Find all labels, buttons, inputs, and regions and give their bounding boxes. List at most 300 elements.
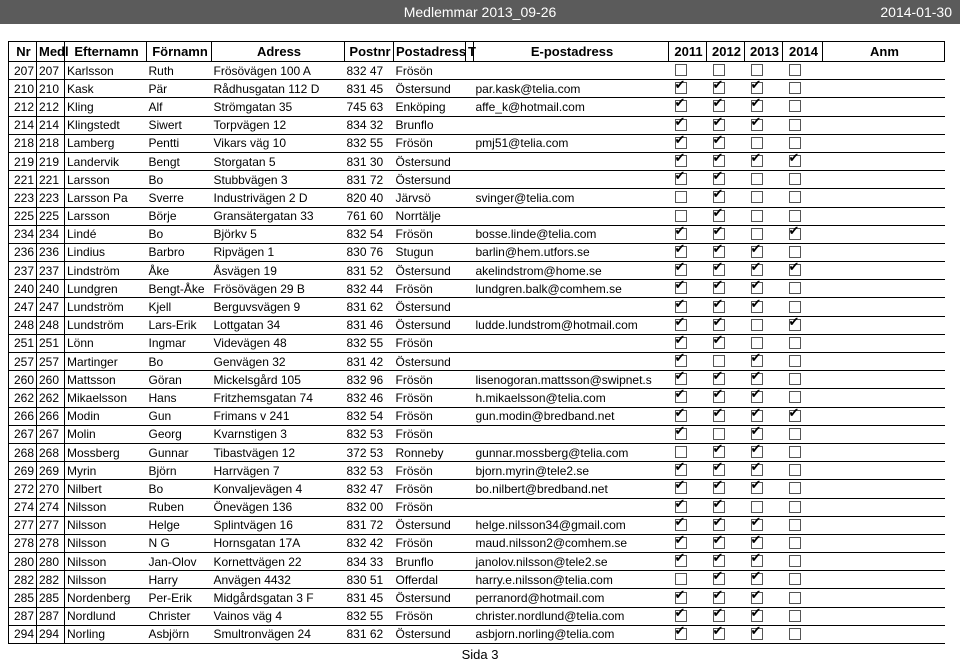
unchecked-box-icon [751,319,763,331]
unchecked-box-icon [751,191,763,203]
table-row [9,225,945,243]
cell-efternamn: Modin [65,407,147,425]
cell-year [783,625,823,643]
cell-epost: par.kask@telia.com [474,80,669,98]
cell-adress: Fritzhemsgatan 74 [212,389,345,407]
cell-t [466,462,474,480]
cell-year [745,316,783,334]
cell-fornamn: Gun [147,407,212,425]
checked-box-icon [675,301,687,313]
cell-t [466,189,474,207]
table-row [9,625,945,643]
col-header: Förnamn [147,42,212,62]
cell-anm [823,407,945,425]
unchecked-box-icon [789,628,801,640]
unchecked-box-icon [789,337,801,349]
cell-efternamn: Nilsson [65,516,147,534]
cell-medl: 294 [37,625,65,643]
cell-year [783,571,823,589]
unchecked-box-icon [789,173,801,185]
table-row [9,152,945,170]
cell-ort: Frösön [394,389,466,407]
cell-nr: 210 [9,80,37,98]
checked-box-icon [751,282,763,294]
table-row [9,534,945,552]
cell-efternamn: Nordenberg [65,589,147,607]
cell-anm [823,207,945,225]
cell-fornamn: Lars-Erik [147,316,212,334]
cell-postnr: 832 47 [345,62,394,80]
cell-postnr: 831 62 [345,625,394,643]
checked-box-icon [713,573,725,585]
cell-epost: harry.e.nilsson@telia.com [474,571,669,589]
checked-box-icon [751,246,763,258]
checked-box-icon [713,555,725,567]
cell-postnr: 832 53 [345,462,394,480]
cell-ort: Östersund [394,589,466,607]
cell-epost: akelindstrom@home.se [474,262,669,280]
cell-anm [823,589,945,607]
cell-epost: bo.nilbert@bredband.net [474,480,669,498]
cell-anm [823,171,945,189]
cell-efternamn: Larsson [65,207,147,225]
unchecked-box-icon [789,482,801,494]
cell-medl: 214 [37,116,65,134]
table-row [9,407,945,425]
unchecked-box-icon [751,501,763,513]
col-header: Nr [9,42,37,62]
col-header: Medl [37,42,65,62]
cell-anm [823,371,945,389]
cell-nr: 247 [9,298,37,316]
cell-adress: Önevägen 136 [212,498,345,516]
checked-box-icon [675,373,687,385]
cell-adress: Hornsgatan 17A [212,534,345,552]
col-header: Efternamn [65,42,147,62]
cell-medl: 237 [37,262,65,280]
cell-fornamn: Bo [147,353,212,371]
unchecked-box-icon [789,391,801,403]
cell-anm [823,425,945,443]
checked-box-icon [751,391,763,403]
checked-box-icon [713,246,725,258]
cell-anm [823,316,945,334]
checked-box-icon [675,355,687,367]
page-number: Sida 3 [461,647,499,662]
cell-year [783,80,823,98]
cell-medl: 270 [37,480,65,498]
cell-anm [823,189,945,207]
cell-anm [823,462,945,480]
unchecked-box-icon [789,501,801,513]
unchecked-box-icon [789,210,801,222]
unchecked-box-icon [751,337,763,349]
checked-box-icon [675,610,687,622]
cell-nr: 248 [9,316,37,334]
cell-fornamn: N G [147,534,212,552]
cell-adress: Ripvägen 1 [212,243,345,261]
cell-ort: Frösön [394,225,466,243]
unchecked-box-icon [789,428,801,440]
cell-ort: Ronneby [394,443,466,461]
cell-efternamn: Mikaelsson [65,389,147,407]
cell-year [707,625,745,643]
unchecked-box-icon [789,282,801,294]
cell-postnr: 832 55 [345,607,394,625]
cell-ort: Östersund [394,353,466,371]
cell-postnr: 831 45 [345,589,394,607]
cell-postnr: 372 53 [345,443,394,461]
cell-efternamn: Martinger [65,353,147,371]
cell-year [745,480,783,498]
checked-box-icon [751,610,763,622]
cell-medl: 274 [37,498,65,516]
cell-nr: 218 [9,134,37,152]
cell-adress: Frösövägen 100 A [212,62,345,80]
cell-fornamn: Jan-Olov [147,553,212,571]
cell-fornamn: Gunnar [147,443,212,461]
cell-ort: Frösön [394,498,466,516]
cell-nr: 294 [9,625,37,643]
cell-postnr: 832 96 [345,371,394,389]
unchecked-box-icon [789,301,801,313]
cell-anm [823,98,945,116]
cell-fornamn: Ruben [147,498,212,516]
cell-adress: Stubbvägen 3 [212,171,345,189]
cell-epost: pmj51@telia.com [474,134,669,152]
checked-box-icon [751,482,763,494]
table-row [9,589,945,607]
cell-year [783,553,823,571]
cell-efternamn: Mattsson [65,371,147,389]
cell-postnr: 832 54 [345,225,394,243]
checked-box-icon [789,264,801,276]
cell-year [783,334,823,352]
checked-box-icon [713,119,725,131]
cell-t [466,371,474,389]
cell-medl: 212 [37,98,65,116]
cell-anm [823,389,945,407]
cell-t [466,334,474,352]
cell-ort: Östersund [394,171,466,189]
cell-postnr: 834 32 [345,116,394,134]
cell-efternamn: Lundgren [65,280,147,298]
cell-fornamn: Asbjörn [147,625,212,643]
cell-ort: Järvsö [394,189,466,207]
cell-fornamn: Pär [147,80,212,98]
unchecked-box-icon [789,610,801,622]
checked-box-icon [713,482,725,494]
cell-efternamn: Molin [65,425,147,443]
cell-postnr: 830 51 [345,571,394,589]
cell-nr: 212 [9,98,37,116]
table-row [9,334,945,352]
cell-adress: Rådhusgatan 112 D [212,80,345,98]
cell-epost [474,298,669,316]
cell-efternamn: Nilsson [65,553,147,571]
cell-efternamn: Myrin [65,462,147,480]
cell-year [783,589,823,607]
table-header-row [9,42,945,62]
table-row [9,498,945,516]
cell-epost: janolov.nilsson@tele2.se [474,553,669,571]
cell-postnr: 832 55 [345,134,394,152]
col-header: Adress [212,42,345,62]
col-header: Postadress [394,42,466,62]
table-row [9,480,945,498]
cell-fornamn: Bo [147,225,212,243]
checked-box-icon [713,446,725,458]
cell-fornamn: Christer [147,607,212,625]
cell-postnr: 831 42 [345,353,394,371]
cell-adress: Storgatan 5 [212,152,345,170]
cell-anm [823,443,945,461]
cell-t [466,353,474,371]
cell-fornamn: Göran [147,371,212,389]
cell-anm [823,62,945,80]
cell-medl: 267 [37,425,65,443]
cell-adress: Frösövägen 29 B [212,280,345,298]
cell-epost: perranord@hotmail.com [474,589,669,607]
cell-epost [474,425,669,443]
unchecked-box-icon [789,573,801,585]
cell-t [466,116,474,134]
cell-anm [823,553,945,571]
unchecked-box-icon [789,191,801,203]
table-row [9,298,945,316]
checked-box-icon [751,628,763,640]
checked-box-icon [751,373,763,385]
checked-box-icon [713,592,725,604]
cell-medl: 234 [37,225,65,243]
cell-adress: Videvägen 48 [212,334,345,352]
table-row [9,171,945,189]
cell-nr: 214 [9,116,37,134]
unchecked-box-icon [675,191,687,203]
cell-adress: Mickelsgård 105 [212,371,345,389]
cell-nr: 280 [9,553,37,571]
cell-ort: Enköping [394,98,466,116]
cell-adress: Midgårdsgatan 3 F [212,589,345,607]
cell-efternamn: Lindé [65,225,147,243]
cell-epost [474,171,669,189]
cell-anm [823,280,945,298]
checked-box-icon [751,119,763,131]
cell-medl: 218 [37,134,65,152]
checked-box-icon [713,282,725,294]
unchecked-box-icon [789,119,801,131]
cell-fornamn: Harry [147,571,212,589]
cell-adress: Gransätergatan 33 [212,207,345,225]
cell-ort: Frösön [394,607,466,625]
cell-adress: Tibastvägen 12 [212,443,345,461]
table-row [9,425,945,443]
unchecked-box-icon [789,355,801,367]
members-table [8,41,945,644]
cell-postnr: 831 46 [345,316,394,334]
cell-year [745,625,783,643]
checked-box-icon [751,355,763,367]
cell-epost: gun.modin@bredband.net [474,407,669,425]
cell-efternamn: Kask [65,80,147,98]
cell-postnr: 834 33 [345,553,394,571]
cell-postnr: 830 76 [345,243,394,261]
cell-medl: 285 [37,589,65,607]
checked-box-icon [751,155,763,167]
cell-fornamn: Bengt [147,152,212,170]
unchecked-box-icon [713,64,725,76]
unchecked-box-icon [751,173,763,185]
table-row [9,262,945,280]
cell-efternamn: Lamberg [65,134,147,152]
col-header: Anm [823,42,945,62]
cell-medl: 247 [37,298,65,316]
checked-box-icon [675,82,687,94]
cell-fornamn: Siwert [147,116,212,134]
cell-ort: Frösön [394,134,466,152]
checked-box-icon [751,464,763,476]
checked-box-icon [675,537,687,549]
cell-nr: 225 [9,207,37,225]
cell-adress: Vikars väg 10 [212,134,345,152]
cell-year [783,462,823,480]
cell-nr: 237 [9,262,37,280]
cell-fornamn: Börje [147,207,212,225]
cell-nr: 223 [9,189,37,207]
cell-epost: asbjorn.norling@telia.com [474,625,669,643]
page-header-bar [0,0,960,24]
checked-box-icon [675,137,687,149]
checked-box-icon [713,337,725,349]
cell-adress: Splintvägen 16 [212,516,345,534]
cell-fornamn: Bo [147,480,212,498]
cell-nr: 274 [9,498,37,516]
cell-adress: Lottgatan 34 [212,316,345,334]
checked-box-icon [751,410,763,422]
cell-epost: gunnar.mossberg@telia.com [474,443,669,461]
table-row [9,98,945,116]
cell-year [745,152,783,170]
checked-box-icon [675,319,687,331]
cell-ort: Östersund [394,80,466,98]
cell-medl: 268 [37,443,65,461]
cell-epost [474,498,669,516]
cell-epost: ludde.lundstrom@hotmail.com [474,316,669,334]
cell-epost: bjorn.myrin@tele2.se [474,462,669,480]
checked-box-icon [751,446,763,458]
table-row [9,371,945,389]
cell-postnr: 832 42 [345,534,394,552]
cell-adress: Vainos väg 4 [212,607,345,625]
checked-box-icon [751,519,763,531]
checked-box-icon [713,501,725,513]
cell-anm [823,607,945,625]
unchecked-box-icon [751,228,763,240]
cell-medl: 221 [37,171,65,189]
cell-ort: Östersund [394,298,466,316]
cell-medl: 287 [37,607,65,625]
checked-box-icon [675,410,687,422]
cell-anm [823,516,945,534]
cell-ort: Frösön [394,462,466,480]
checked-box-icon [675,428,687,440]
checked-box-icon [675,391,687,403]
cell-postnr: 831 45 [345,80,394,98]
cell-adress: Konvaljevägen 4 [212,480,345,498]
cell-epost: h.mikaelsson@telia.com [474,389,669,407]
cell-t [466,171,474,189]
table-row [9,316,945,334]
cell-adress: Industrivägen 2 D [212,189,345,207]
cell-anm [823,116,945,134]
table-row [9,134,945,152]
cell-year [783,443,823,461]
cell-year [669,425,707,443]
cell-anm [823,80,945,98]
table-row [9,462,945,480]
checked-box-icon [713,155,725,167]
cell-t [466,207,474,225]
checked-box-icon [751,592,763,604]
cell-epost [474,116,669,134]
cell-ort: Frösön [394,407,466,425]
cell-ort: Norrtälje [394,207,466,225]
table-row [9,571,945,589]
cell-nr: 262 [9,389,37,407]
checked-box-icon [713,173,725,185]
unchecked-box-icon [789,373,801,385]
cell-fornamn: Per-Erik [147,589,212,607]
checked-box-icon [751,573,763,585]
cell-year [783,353,823,371]
checked-box-icon [751,537,763,549]
col-header: 2013 [745,42,783,62]
cell-efternamn: Lindström [65,262,147,280]
checked-box-icon [751,428,763,440]
cell-anm [823,134,945,152]
cell-medl: 225 [37,207,65,225]
checked-box-icon [713,191,725,203]
cell-ort: Frösön [394,425,466,443]
cell-nr: 260 [9,371,37,389]
col-header: Postnr [345,42,394,62]
unchecked-box-icon [789,464,801,476]
cell-nr: 236 [9,243,37,261]
cell-adress: Åsvägen 19 [212,262,345,280]
cell-postnr: 820 40 [345,189,394,207]
cell-efternamn: Landervik [65,152,147,170]
cell-adress: Strömgatan 35 [212,98,345,116]
cell-nr: 268 [9,443,37,461]
cell-postnr: 832 55 [345,334,394,352]
cell-t [466,134,474,152]
cell-adress: Berguvsvägen 9 [212,298,345,316]
cell-fornamn: Barbro [147,243,212,261]
unchecked-box-icon [789,592,801,604]
cell-postnr: 831 52 [345,262,394,280]
cell-year [783,516,823,534]
cell-efternamn: Nilsson [65,498,147,516]
cell-nr: 207 [9,62,37,80]
checked-box-icon [713,464,725,476]
table-row [9,553,945,571]
cell-ort: Östersund [394,262,466,280]
cell-anm [823,225,945,243]
cell-efternamn: Klingstedt [65,116,147,134]
cell-ort: Frösön [394,534,466,552]
cell-anm [823,498,945,516]
cell-year [783,498,823,516]
